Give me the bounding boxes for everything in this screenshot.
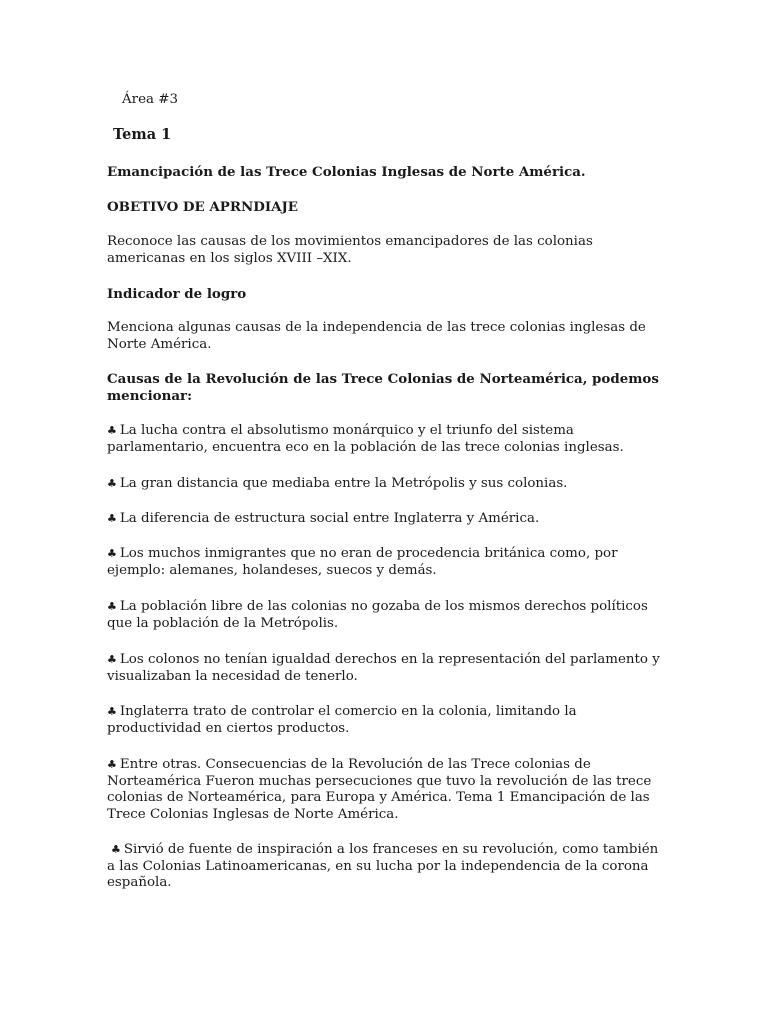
club-bullet-icon: ♣ xyxy=(111,843,121,856)
area-label: Área #3 xyxy=(122,92,178,107)
list-item xyxy=(107,704,667,737)
list-item xyxy=(107,476,667,493)
club-bullet-icon: ♣ xyxy=(107,705,117,718)
list-item-text: La lucha contra el absolutismo monárquico y el triunfo del sistema parlamentario, encuentra eco en la población de las trece colonias inglesas. xyxy=(107,423,624,455)
club-bullet-icon: ♣ xyxy=(107,653,117,666)
objective-text: Reconoce las causas de los movimientos emancipadores de las colonias americanas en los siglos XVIII –XIX. xyxy=(107,234,593,266)
list-item xyxy=(107,546,667,579)
club-bullet-icon: ♣ xyxy=(107,600,117,613)
club-bullet-icon: ♣ xyxy=(107,512,117,525)
indicator-heading: Indicador de logro xyxy=(107,286,247,302)
tema-heading: Tema 1 xyxy=(113,126,172,143)
club-bullet-icon: ♣ xyxy=(107,547,117,560)
causes-heading: Causas de la Revolución de las Trece Colonias de Norteamérica, podemos mencionar: xyxy=(107,371,659,404)
list-item xyxy=(107,511,667,528)
objective-heading: OBETIVO DE APRNDIAJE xyxy=(107,199,299,215)
list-item-text: La diferencia de estructura social entre Inglaterra y América. xyxy=(119,511,540,526)
list-item-text: Sirvió de fuente de inspiración a los franceses en su revolución, como también a las Colonias Latinoamericanas, en su lucha por la independencia de la corona española. xyxy=(107,842,659,890)
club-bullet-icon: ♣ xyxy=(107,424,117,437)
list-item xyxy=(107,842,667,892)
list-item xyxy=(107,423,667,456)
list-item-text: Entre otras. Consecuencias de la Revolución de las Trece colonias de Norteamérica Fueron muchas persecuciones que tuvo la revolución de las trece colonias de Norteamérica, para Europa y América. Tema 1 Emancipación de las Trece Colonias Inglesas de Norte América. xyxy=(107,757,652,822)
list-item xyxy=(107,757,667,823)
club-bullet-icon: ♣ xyxy=(107,758,117,771)
list-item-text: Inglaterra trato de controlar el comercio en la colonia, limitando la productividad en ciertos productos. xyxy=(107,704,577,736)
list-item-text: La gran distancia que mediaba entre la Metrópolis y sus colonias. xyxy=(119,476,568,491)
document-title: Emancipación de las Trece Colonias Inglesas de Norte América. xyxy=(107,164,586,180)
club-bullet-icon: ♣ xyxy=(107,477,117,490)
list-item-text: Los muchos inmigrantes que no eran de procedencia británica como, por ejemplo: alemanes, holandeses, suecos y demás. xyxy=(107,546,618,578)
list-item xyxy=(107,652,667,685)
list-item-text: La población libre de las colonias no gozaba de los mismos derechos políticos que la población de la Metrópolis. xyxy=(107,599,648,631)
list-item-text: Los colonos no tenían igualdad derechos en la representación del parlamento y visualizaban la necesidad de tenerlo. xyxy=(107,652,660,684)
list-item xyxy=(107,599,667,632)
indicator-text: Menciona algunas causas de la independencia de las trece colonias inglesas de Norte América. xyxy=(107,320,646,352)
